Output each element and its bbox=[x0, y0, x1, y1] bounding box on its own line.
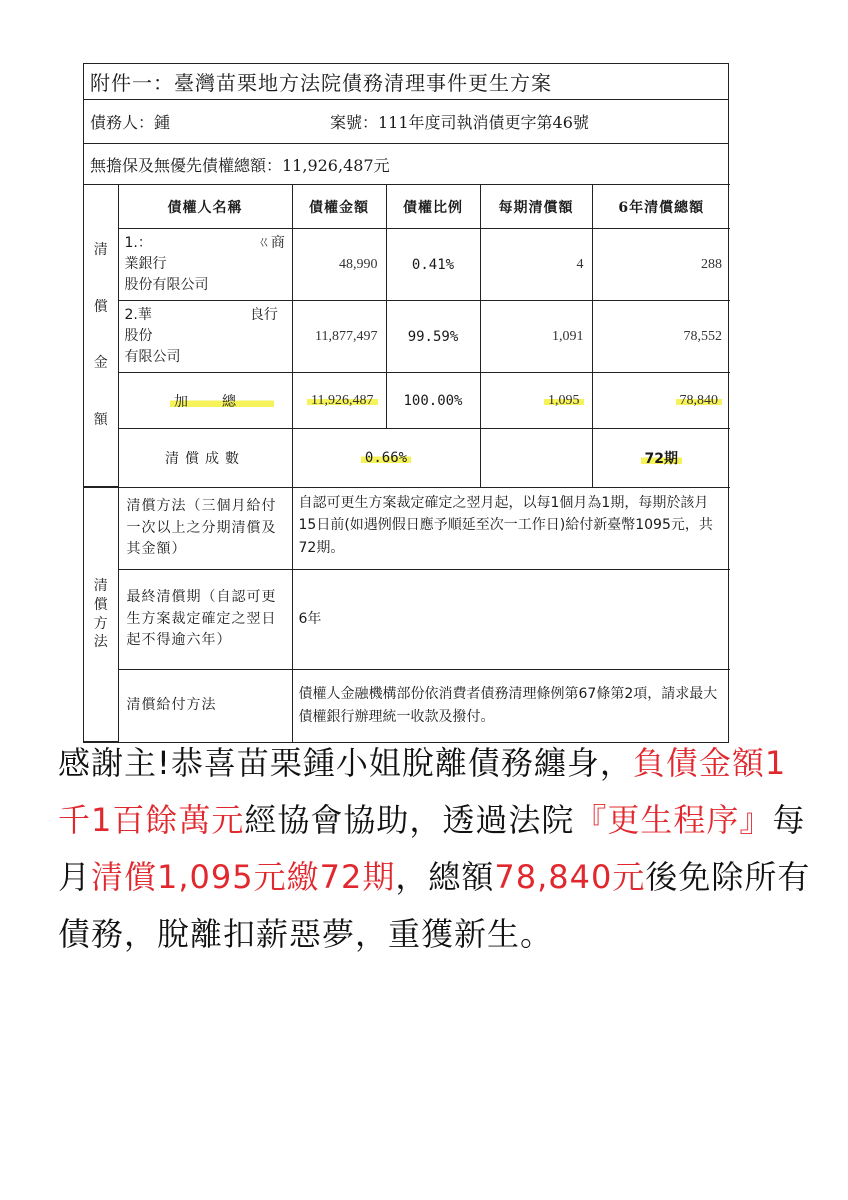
claim-amount: 11,877,497 bbox=[292, 301, 386, 373]
sum-total: 78,840 bbox=[592, 373, 730, 429]
note-highlight: 『更生程序』 bbox=[574, 801, 773, 839]
note-text: 經協會協助，透過法院 bbox=[244, 801, 575, 839]
creditor-name: 2.華 良行股份 有限公司 bbox=[118, 301, 292, 373]
sum-per-period: 1,095 bbox=[480, 373, 592, 429]
table-row bbox=[84, 301, 730, 373]
repayment-rate-label: 清償成數 bbox=[118, 429, 292, 487]
total-claims-row bbox=[84, 144, 728, 184]
header-six-year-total: 6年清償總額 bbox=[592, 185, 730, 229]
final-period-label: 最終清償期（自認可更生方案裁定確定之翌日起不得逾六年） bbox=[118, 570, 292, 670]
total-claims-text: 無擔保及無優先債權總額：11,926,487元 bbox=[90, 155, 390, 175]
claim-ratio: 99.59% bbox=[386, 301, 480, 373]
case-info-row bbox=[84, 100, 728, 144]
sum-amount: 11,926,487 bbox=[292, 373, 386, 429]
note-text: 後免除所有債務，脫離扣薪惡夢，重獲新生。 bbox=[58, 858, 811, 953]
rate-row bbox=[84, 429, 730, 487]
claim-amount: 48,990 bbox=[292, 229, 386, 301]
repayment-table bbox=[84, 184, 730, 487]
claim-ratio: 0.41% bbox=[386, 229, 480, 301]
per-period-amount: 1,091 bbox=[480, 301, 592, 373]
final-period-value: 6年 bbox=[292, 570, 730, 670]
document-title-text: 附件一：臺灣苗栗地方法院債務清理事件更生方案 bbox=[90, 71, 552, 95]
document-title bbox=[84, 64, 728, 100]
table-row bbox=[84, 229, 730, 301]
note-text: ，總額 bbox=[395, 858, 495, 896]
method-label: 清償方法（三個月給付一次以上之分期清償及其金額） bbox=[118, 488, 292, 570]
header-claim-amount: 債權金額 bbox=[292, 185, 386, 229]
method-table bbox=[84, 487, 730, 742]
six-year-total: 78,552 bbox=[592, 301, 730, 373]
note-text: 每月 bbox=[58, 801, 806, 896]
debtor-name: 債務人：鍾 bbox=[90, 113, 171, 132]
repayment-amount-side-label: 清 償 金 額 bbox=[84, 185, 118, 487]
sum-ratio: 100.00% bbox=[386, 373, 480, 429]
repayment-periods: 72期 bbox=[592, 429, 730, 487]
repayment-plan-document bbox=[83, 63, 729, 743]
method-value: 自認可更生方案裁定確定之翌月起，以每1個月為1期，每期於該月15日前(如遇例假日應予順延至次一工作日)給付新臺幣1095元，共72期。 bbox=[292, 488, 730, 570]
case-number: 案號：111年度司執消債更字第46號 bbox=[330, 113, 589, 132]
payment-method-label: 清償給付方法 bbox=[118, 670, 292, 742]
repayment-method-side-label: 清 償 方 法 bbox=[84, 488, 118, 742]
sum-label: 加總 bbox=[118, 373, 292, 429]
repayment-rate-value: 0.66% bbox=[292, 429, 480, 487]
header-claim-ratio: 債權比例 bbox=[386, 185, 480, 229]
note-highlight: 負債金額1千1百餘萬元 bbox=[58, 744, 787, 839]
payment-method-value: 債權人金融機構部份依消費者債務清理條例第67條第2項，請求最大債權銀行辦理統一收款及撥付。 bbox=[292, 670, 730, 742]
per-period-amount: 4 bbox=[480, 229, 592, 301]
header-per-period: 每期清償額 bbox=[480, 185, 592, 229]
testimonial-note bbox=[58, 735, 818, 963]
header-creditor-name: 債權人名稱 bbox=[118, 185, 292, 229]
note-highlight: 清償1,095元繳72期 bbox=[91, 858, 396, 896]
creditor-name: 1.： ㄍ商業銀行 股份有限公司 bbox=[118, 229, 292, 301]
empty-cell bbox=[480, 429, 592, 487]
six-year-total: 288 bbox=[592, 229, 730, 301]
sum-row bbox=[84, 373, 730, 429]
note-text: 感謝主!恭喜苗栗鍾小姐脫離債務纏身， bbox=[58, 744, 633, 782]
note-highlight: 78,840元 bbox=[494, 858, 646, 896]
